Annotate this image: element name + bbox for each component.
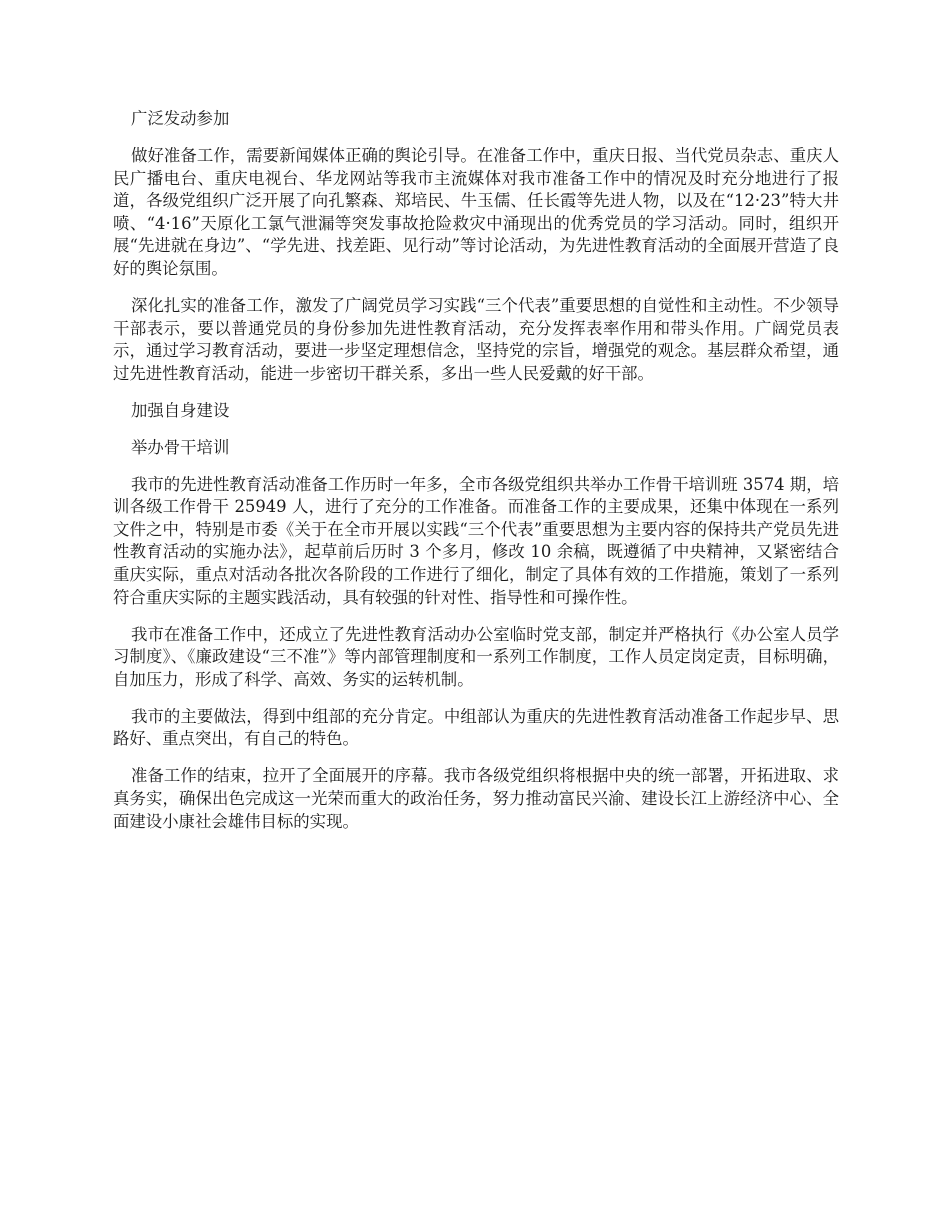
section-heading-mobilize: 广泛发动参加 bbox=[131, 109, 230, 128]
paragraph-office-branch: 我市在准备工作中，还成立了先进性教育活动办公室临时党支部，制定并严格执行《办公室人员学习制度》、《廉政建设“三不准”》等内部管理制度和一系列工作制度，工作人员定岗定责，目标明确，自加压力，形成了科学、高效、务实的运转机制。 bbox=[113, 624, 839, 689]
section-heading-training: 举办骨干培训 bbox=[131, 437, 230, 457]
paragraph-party-awareness: 深化扎实的准备工作，激发了广阔党员学习实践“三个代表”重要思想的自觉性和主动性。不少领导干部表示，要以普通党员的身份参加先进性教育活动，充分发挥表率作用和带头作用。广阔党员表示，通过学习教育活动，要进一步坚定理想信念，坚持党的宗旨，增强党的观念。基层群众希望，通过先进性教育活动，能进一步密切干群关系，多出一些人民爱戴的好干部。 bbox=[113, 295, 839, 383]
paragraph-media-guidance: 做好准备工作，需要新闻媒体正确的舆论引导。在准备工作中，重庆日报、当代党员杂志、重庆人民广播电台、重庆电视台、华龙网站等我市主流媒体对我市准备工作中的情况及时充分地进行了报道，各级党组织广泛开展了向孔繁森、郑培民、牛玉儒、任长霞等先进人物，以及在“12·23”特大井喷、“4·16”天原化工氯气泄漏等突发事故抢险救灾中涌现出的优秀党员的学习活动。同时，组织开展“先进就在身边”、“学先进、找差距、见行动”等讨论活动，为先进性教育活动的全面展开营造了良好的舆论氛围。 bbox=[113, 145, 839, 278]
paragraph-conclusion: 准备工作的结束，拉开了全面展开的序幕。我市各级党组织将根据中央的统一部署，开拓进取、求真务实，确保出色完成这一光荣而重大的政治任务，努力推动富民兴渝、建设长江上游经济中心、全面建设小康社会雄伟目标的实现。 bbox=[113, 766, 839, 831]
paragraph-training-results: 我市的先进性教育活动准备工作历时一年多，全市各级党组织共举办工作骨干培训班 3574 期，培训各级工作骨干 25949 人，进行了充分的工作准备。而准备工作的主要成果，还集中体现在一系列文件之中，特别是市委《关于在全市开展以实践“三个代表”重要思想为主要内容的保持共产党员先进性教育活动的实施办法》，起草前后历时 3 个多月，修改 10 余稿，既遵循了中央精神，又紧密结合重庆实际，重点对活动各批次各阶段的工作进行了细化，制定了具体有效的工作措施，策划了一系列符合重庆实际的主题实践活动，具有较强的针对性、指导性和可操作性。 bbox=[113, 474, 839, 607]
document-page bbox=[113, 108, 839, 848]
paragraph-recognition: 我市的主要做法，得到中组部的充分肯定。中组部认为重庆的先进性教育活动准备工作起步早、思路好、重点突出，有自己的特色。 bbox=[113, 706, 839, 749]
section-heading-self-building: 加强自身建设 bbox=[131, 400, 230, 420]
